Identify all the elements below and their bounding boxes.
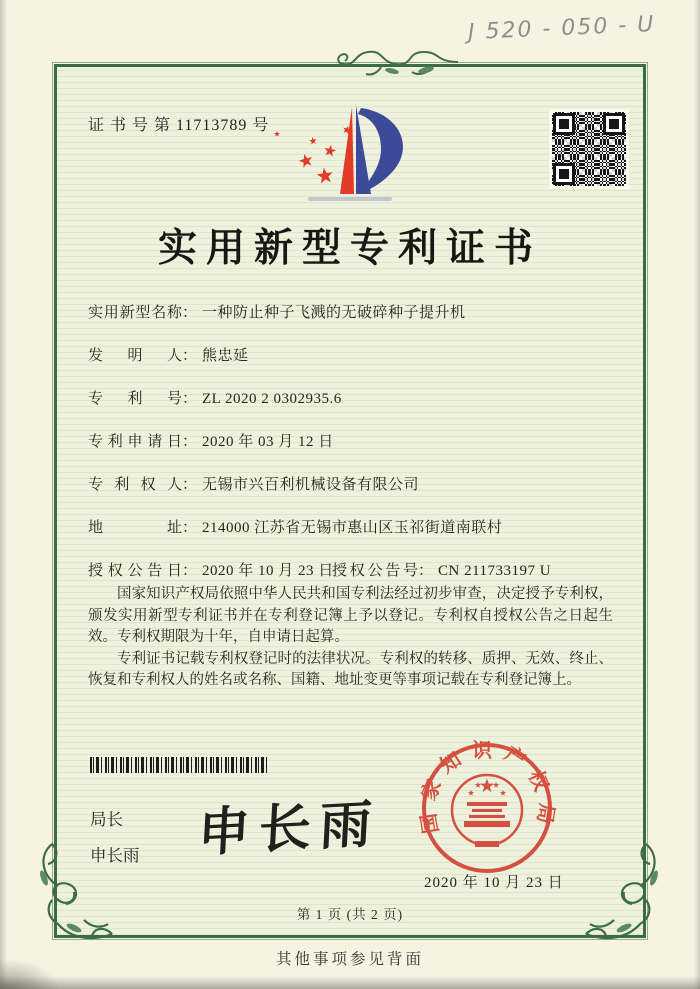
legal-text — [88, 584, 613, 692]
field-value: CN 211733197 U — [438, 563, 552, 579]
signatory-block — [90, 806, 140, 878]
barcode — [90, 757, 267, 773]
field-label: 专利申请日 — [88, 434, 182, 450]
back-note: 其他事项参见背面 — [275, 951, 424, 968]
top-scroll-ornament-icon — [336, 40, 460, 86]
field-row-patentee — [88, 473, 618, 493]
field-label: 授权公告日 — [88, 563, 182, 579]
field-colon: ： — [182, 434, 198, 450]
scan-edge-bottom — [0, 976, 700, 989]
field-colon: ： — [182, 391, 198, 407]
field-row-invention-name — [88, 301, 618, 321]
certificate-fields — [88, 301, 618, 602]
director-signature: 申长雨 — [196, 796, 383, 863]
field-row-grant — [88, 559, 618, 579]
field-label: 地址 — [88, 520, 182, 536]
certificate-title: 实用新型专利证书 — [157, 227, 542, 270]
field-row-inventor — [88, 344, 618, 364]
field-value: 一种防止种子飞溅的无破碎种子提升机 — [202, 305, 466, 321]
seal-ring-text: 国家知识产权局 — [416, 740, 558, 836]
field-colon: ： — [182, 520, 198, 536]
scan-edge-left — [0, 0, 7, 989]
cnipa-logo-icon — [268, 101, 432, 203]
legal-paragraph-1: 国家知识产权局依照中华人民共和国专利法经过初步审查，决定授予专利权，颁发实用新型专利证书并在专利登记簿上予以登记。专利权自授权公告之日起生效。专利权期限为十年，自申请日起算。 — [88, 586, 613, 645]
field-value: ZL 2020 2 0302935.6 — [202, 391, 342, 407]
national-emblem-icon — [452, 775, 522, 847]
field-row-filing-date — [88, 430, 618, 450]
page-number: 第 1 页 (共 2 页) — [296, 907, 404, 922]
certificate-number: 证 书 号 第 11713789 号 — [88, 117, 270, 134]
qr-finder-icon — [553, 113, 575, 135]
field-label: 实用新型名称 — [88, 305, 182, 321]
field-label: 授权公告号 — [332, 563, 418, 579]
field-value: 2020 年 03 月 12 日 — [202, 434, 334, 450]
field-value: 214000 江苏省无锡市惠山区玉祁街道南联村 — [202, 520, 503, 536]
field-label: 专利号 — [88, 391, 182, 407]
legal-paragraph-2: 专利证书记载专利权登记时的法律状况。专利权的转移、质押、无效、终止、恢复和专利权人的姓名或名称、国籍、地址变更等事项记载在专利登记簿上。 — [88, 650, 613, 688]
field-value: 无锡市兴百利机械设备有限公司 — [202, 477, 420, 493]
field-colon: ： — [418, 563, 434, 579]
director-title-label: 局长 — [90, 810, 123, 829]
official-seal — [408, 736, 566, 886]
field-colon: ： — [182, 477, 198, 493]
field-label: 发明人 — [88, 348, 182, 364]
qr-code — [552, 112, 626, 186]
director-name: 申长雨 — [90, 846, 140, 865]
field-row-patent-number — [88, 387, 618, 407]
field-label: 专利权人 — [88, 477, 182, 493]
field-colon: ： — [182, 563, 198, 579]
qr-finder-icon — [553, 163, 575, 185]
corner-flourish-bottom-right-icon — [584, 842, 684, 946]
field-colon: ： — [182, 305, 198, 321]
field-value: 2020 年 10 月 23 日 — [202, 563, 334, 579]
field-row-address — [88, 516, 618, 536]
field-colon: ： — [182, 348, 198, 364]
handwritten-code: J 520 - 050 - U — [467, 11, 656, 46]
scan-edge-right — [694, 0, 700, 989]
field-value: 熊忠延 — [202, 348, 249, 364]
scan-smudge — [0, 959, 60, 989]
seal-date: 2020 年 10 月 23 日 — [424, 875, 564, 891]
qr-finder-icon — [603, 113, 625, 135]
field-pair-grant-number — [332, 559, 551, 580]
